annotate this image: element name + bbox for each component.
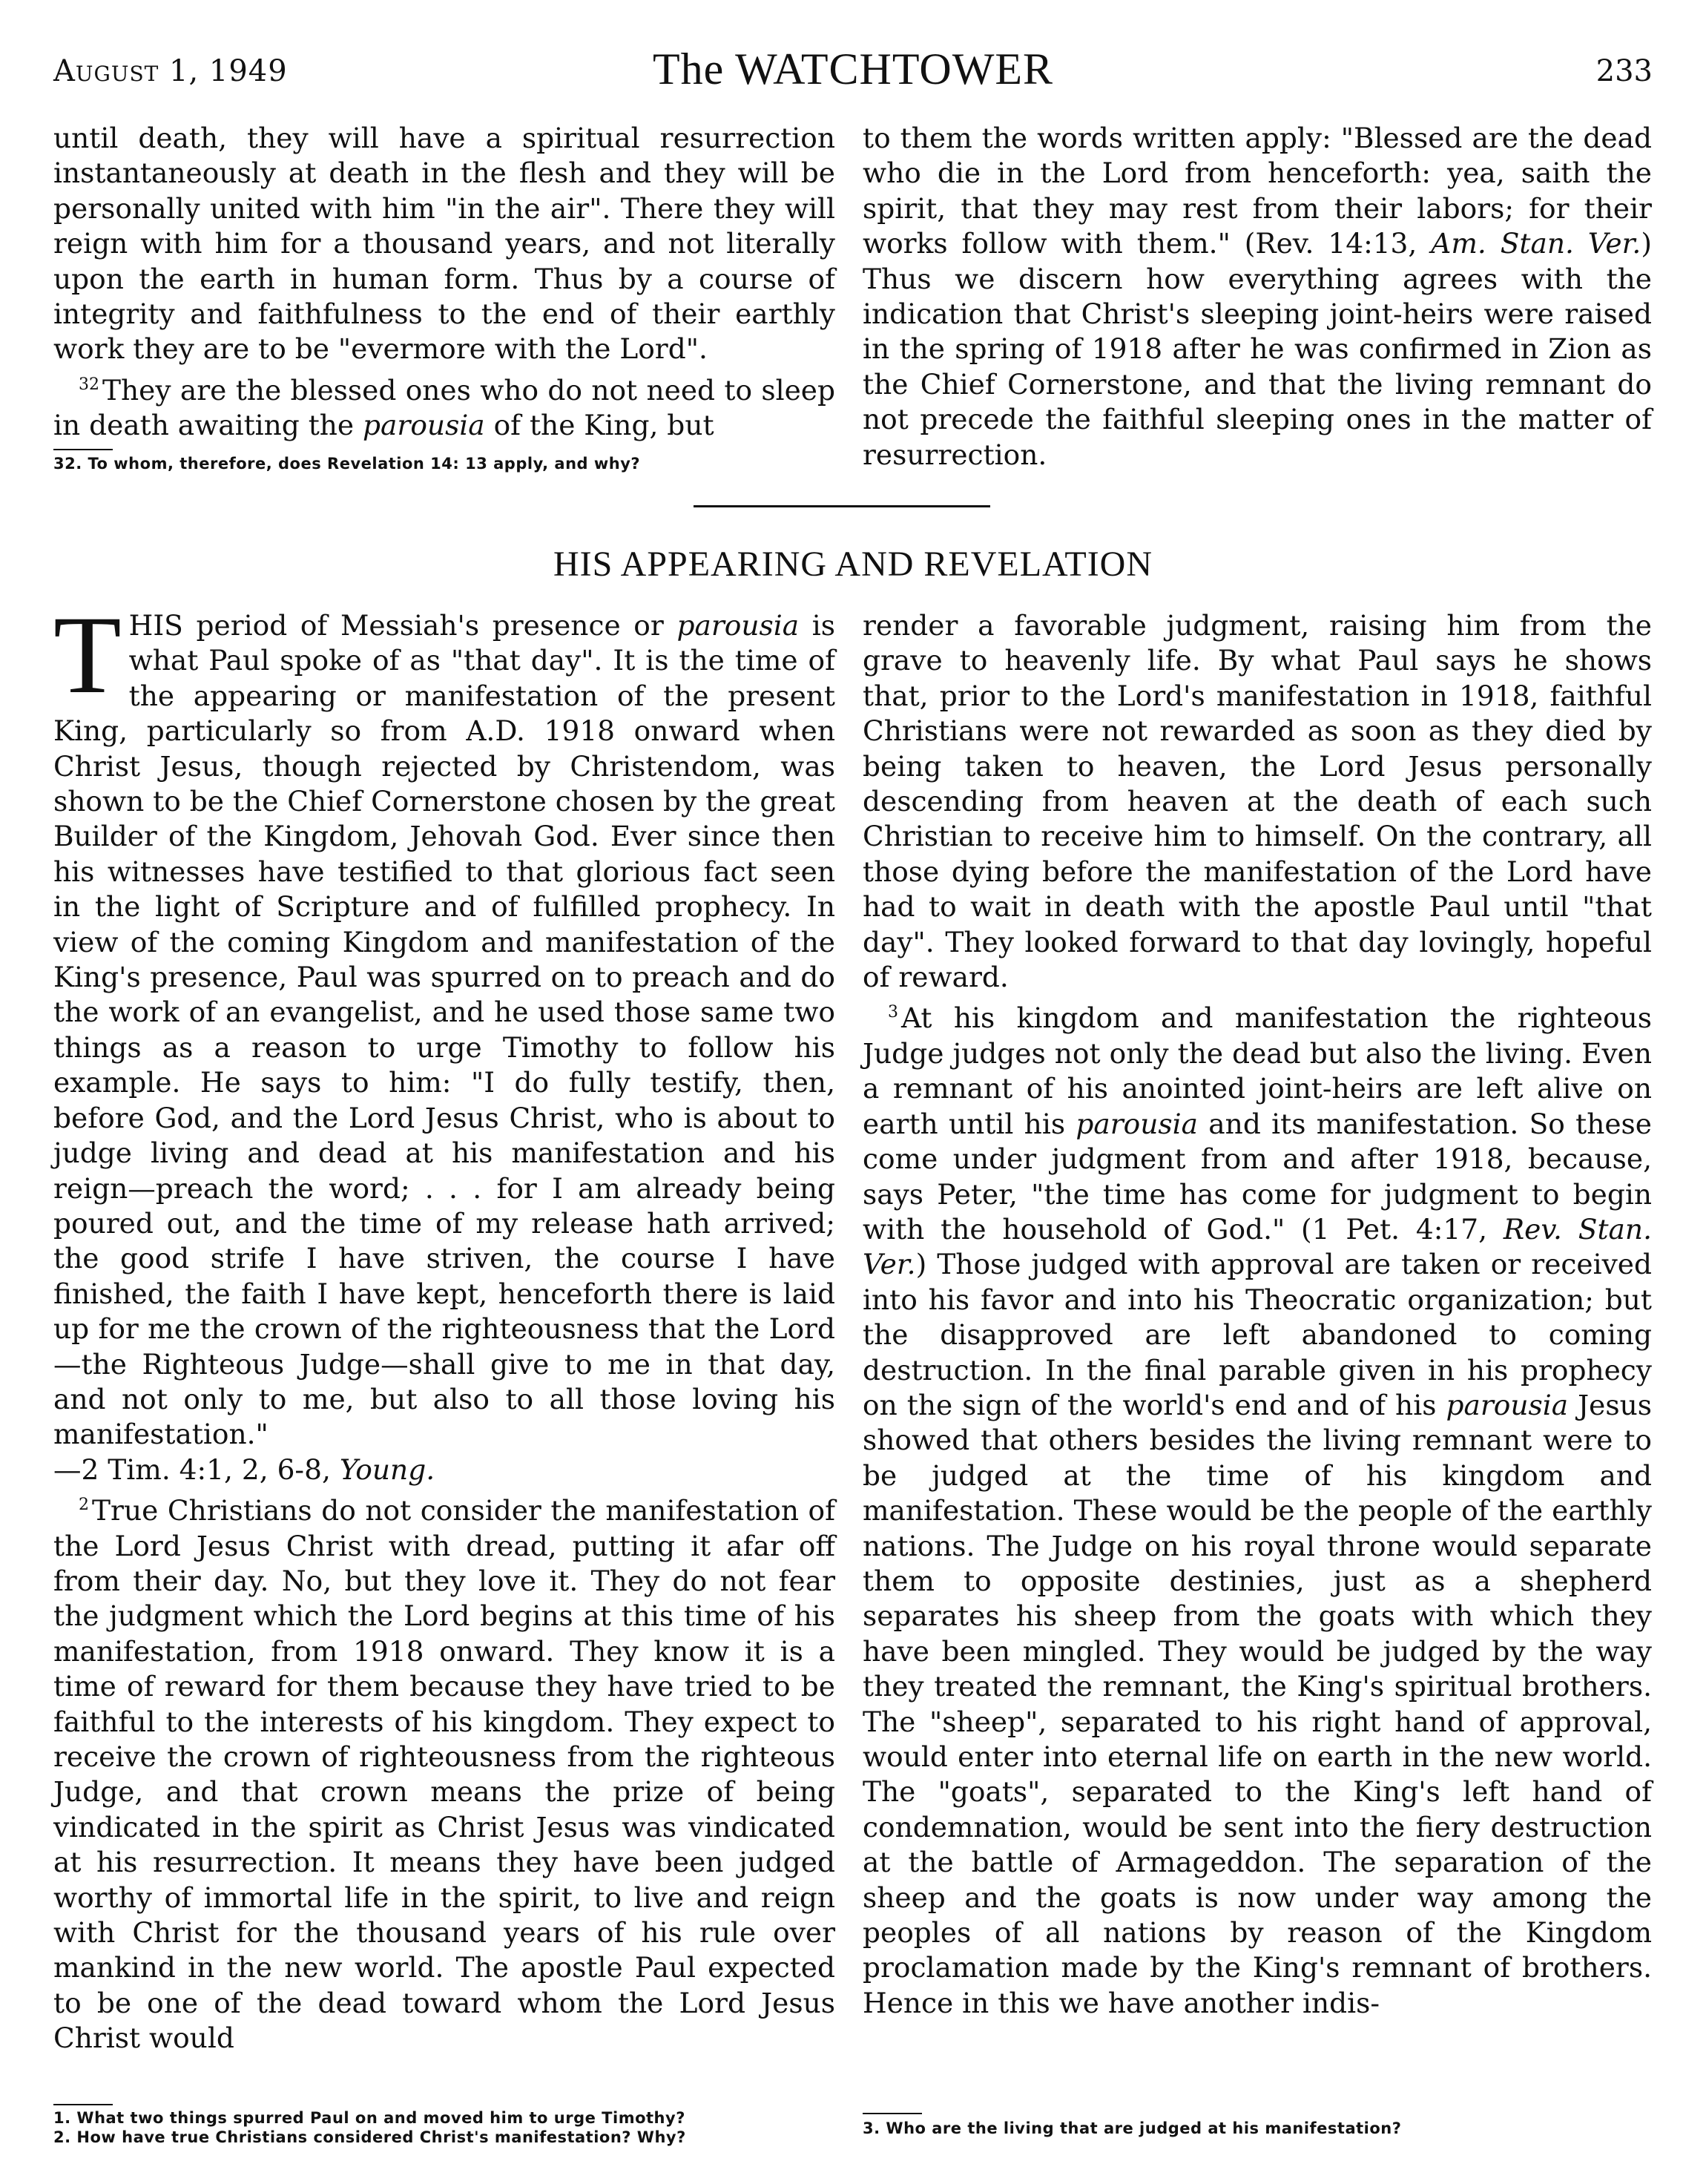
continued-paragraph-right: to them the words written apply: "Blessed are the dead who die in the Lord from henceforth: yea, saith the spirit, that they may rest from their labors; for their works follow with them." (Rev. 14:13, Am. Stan. Ver.) Thus we discern how everything agrees with the indication that Christ's sleeping joint-heirs were raised in the spring of 1918 after he was confirmed in Zion as the Chief Cornerstone, and that the living remnant do not precede the faithful sleeping ones in the matter of resurrection. [863,122,1652,471]
paragraph-2: $^2$ True Christians do not consider the manifestation of the Lord Jesus Christ with dread, putting it afar off from their day. No, but they love it. They do not fear the judgment which the Lord begins at this time of his manifestation, from 1918 onward. They know it is a time of reward for them because they have tried to be faithful to the interests of his kingdom. They expect to receive the crown of righteousness from the righteous Judge, and that crown means the prize of being vindicated in the spirit as Christ Jesus was vindicated at his resurrection. It means they have been judged worthy of immortal life in the spirit, to live and reign with Christ for the thousand years of his rule over mankind in the new world. The apostle Paul expected to be one of the dead toward whom the Lord Jesus Christ would [53,1494,835,2055]
article-title: HIS APPEARING AND REVELATION [553,545,1153,584]
article-left-column [53,593,835,2056]
paragraph-number: 2 [79,1496,89,1515]
top-left-column [53,121,835,444]
article-right-column [863,608,1652,2021]
study-question-3: 3. Who are the living that are judged at his manifestation? [863,2119,1402,2137]
footnote-rule [53,449,113,450]
study-question-32: 32. To whom, therefore, does Revelation 14: 13 apply, and why? [53,455,641,473]
paragraph-32: $^{32}$ They are the blessed ones who do not need to sleep in death awaiting the parousia of the King, but [53,373,835,442]
top-right-column [863,121,1652,473]
paragraph-3: $^3$ At his kingdom and manifestation the righteous Judge judges not only the dead but also the living. Even a remnant of his anointed joint-heirs are left alive on earth until his parousia and its manifestation. So these come under judgment from and after 1918, because, says Peter, "the time has come for judgment to begin with the household of God." (1 Pet. 4:17, Rev. Stan. Ver.) Those judged with approval are taken or received into his favor and into his Theocratic organization; but the disapproved are left abandoned to coming destruction. In the final parable given in his prophecy on the sign of the world's end and of his parousia Jesus showed that others besides the living remnant were to be judged at the time of his kingdom and manifestation. These would be the people of the earthly nations. The Judge on his royal throne would separate them to opposite destinies, just as a shepherd separates his sheep from the goats with which they have been mingled. They would be judged by the way they treated the remnant, the King's spiritual brothers. The "sheep", separated to his right hand of approval, would enter into eternal life on earth in the new world. The "goats", separated to the King's left hand of condemnation, would be sent into the fiery destruction at the battle of Armageddon. The separation of the sheep and the goats is now under way among the peoples of all nations by reason of the Kingdom proclamation made by the King's remnant of brothers. Hence in this we have another indis- [863,1001,1652,2019]
study-question-2: 2. How have true Christians considered Christ's manifestation? Why? [53,2128,686,2146]
paragraph-2-continued: render a favorable judgment, raising him from the grave to heavenly life. By what Paul says he shows that, prior to the Lord's manifestation in 1918, faithful Christians were not rewarded as soon as they died by being taken to heaven, the Lord Jesus personally descending from heaven at the death of each such Christian to receive him to himself. On the contrary, all those dying before the manifestation of the Lord have had to wait in death with the apostle Paul until "that day". They looked forward to that day lovingly, hopeful of reward. [863,609,1652,994]
page-number: 233 [1595,54,1653,88]
drop-cap: T [53,593,122,717]
study-question-1: 1. What two things spurred Paul on and moved him to urge Timothy? [53,2109,685,2127]
paragraph-1: THIS period of Messiah's presence or parousia is what Paul spoke of as "that day". It is the time of the appearing or manifestation of the present King, particularly so from A.D. 1918 onward when Christ Jesus, though rejected by Christendom, was shown to be the Chief Cornerstone chosen by the great Builder of the Kingdom, Jehovah God. Ever since then his witnesses have testified to that glorious fact seen in the light of Scripture and of fulfilled prophecy. In view of the coming Kingdom and manifestation of the King's presence, Paul was spurred on to preach and do the work of an evangelist, and he used those same two things as a reason to urge Timothy to follow his example. He says to him: "I do fully testify, then, before God, and the Lord Jesus Christ, who is about to judge living and dead at his manifestation and his reign—preach the word; . . . for I am already being poured out, and the time of my release hath arrived; the good strife I have striven, the course I have finished, the faith I have kept, henceforth there is laid up for me the crown of the righteousness that the Lord—the Righteous Judge—shall give to me in that day, and not only to me, but also to all those loving his manifestation." —2 Tim. 4:1, 2, 6-8, Young. [53,593,835,1486]
paragraph-number: 32 [79,375,99,394]
footnote-rule [863,2113,922,2114]
masthead-title: The WATCHTOWER [652,45,1054,93]
continued-paragraph: until death, they will have a spiritual resurrection instantaneously at death in the flesh and they will be personally united with him "in the air". There they will reign with him for a thousand years, and not literally upon the earth in human form. Thus by a course of integrity and faithfulness to the end of their earthly work they are to be "evermore with the Lord". [53,122,835,366]
page-header [53,41,1653,100]
study-questions-1-2 [53,2108,835,2147]
issue-date: August 1, 1949 [53,54,288,88]
footnote-rule [53,2104,113,2105]
section-divider [694,505,990,507]
paragraph-number: 3 [888,1003,898,1022]
